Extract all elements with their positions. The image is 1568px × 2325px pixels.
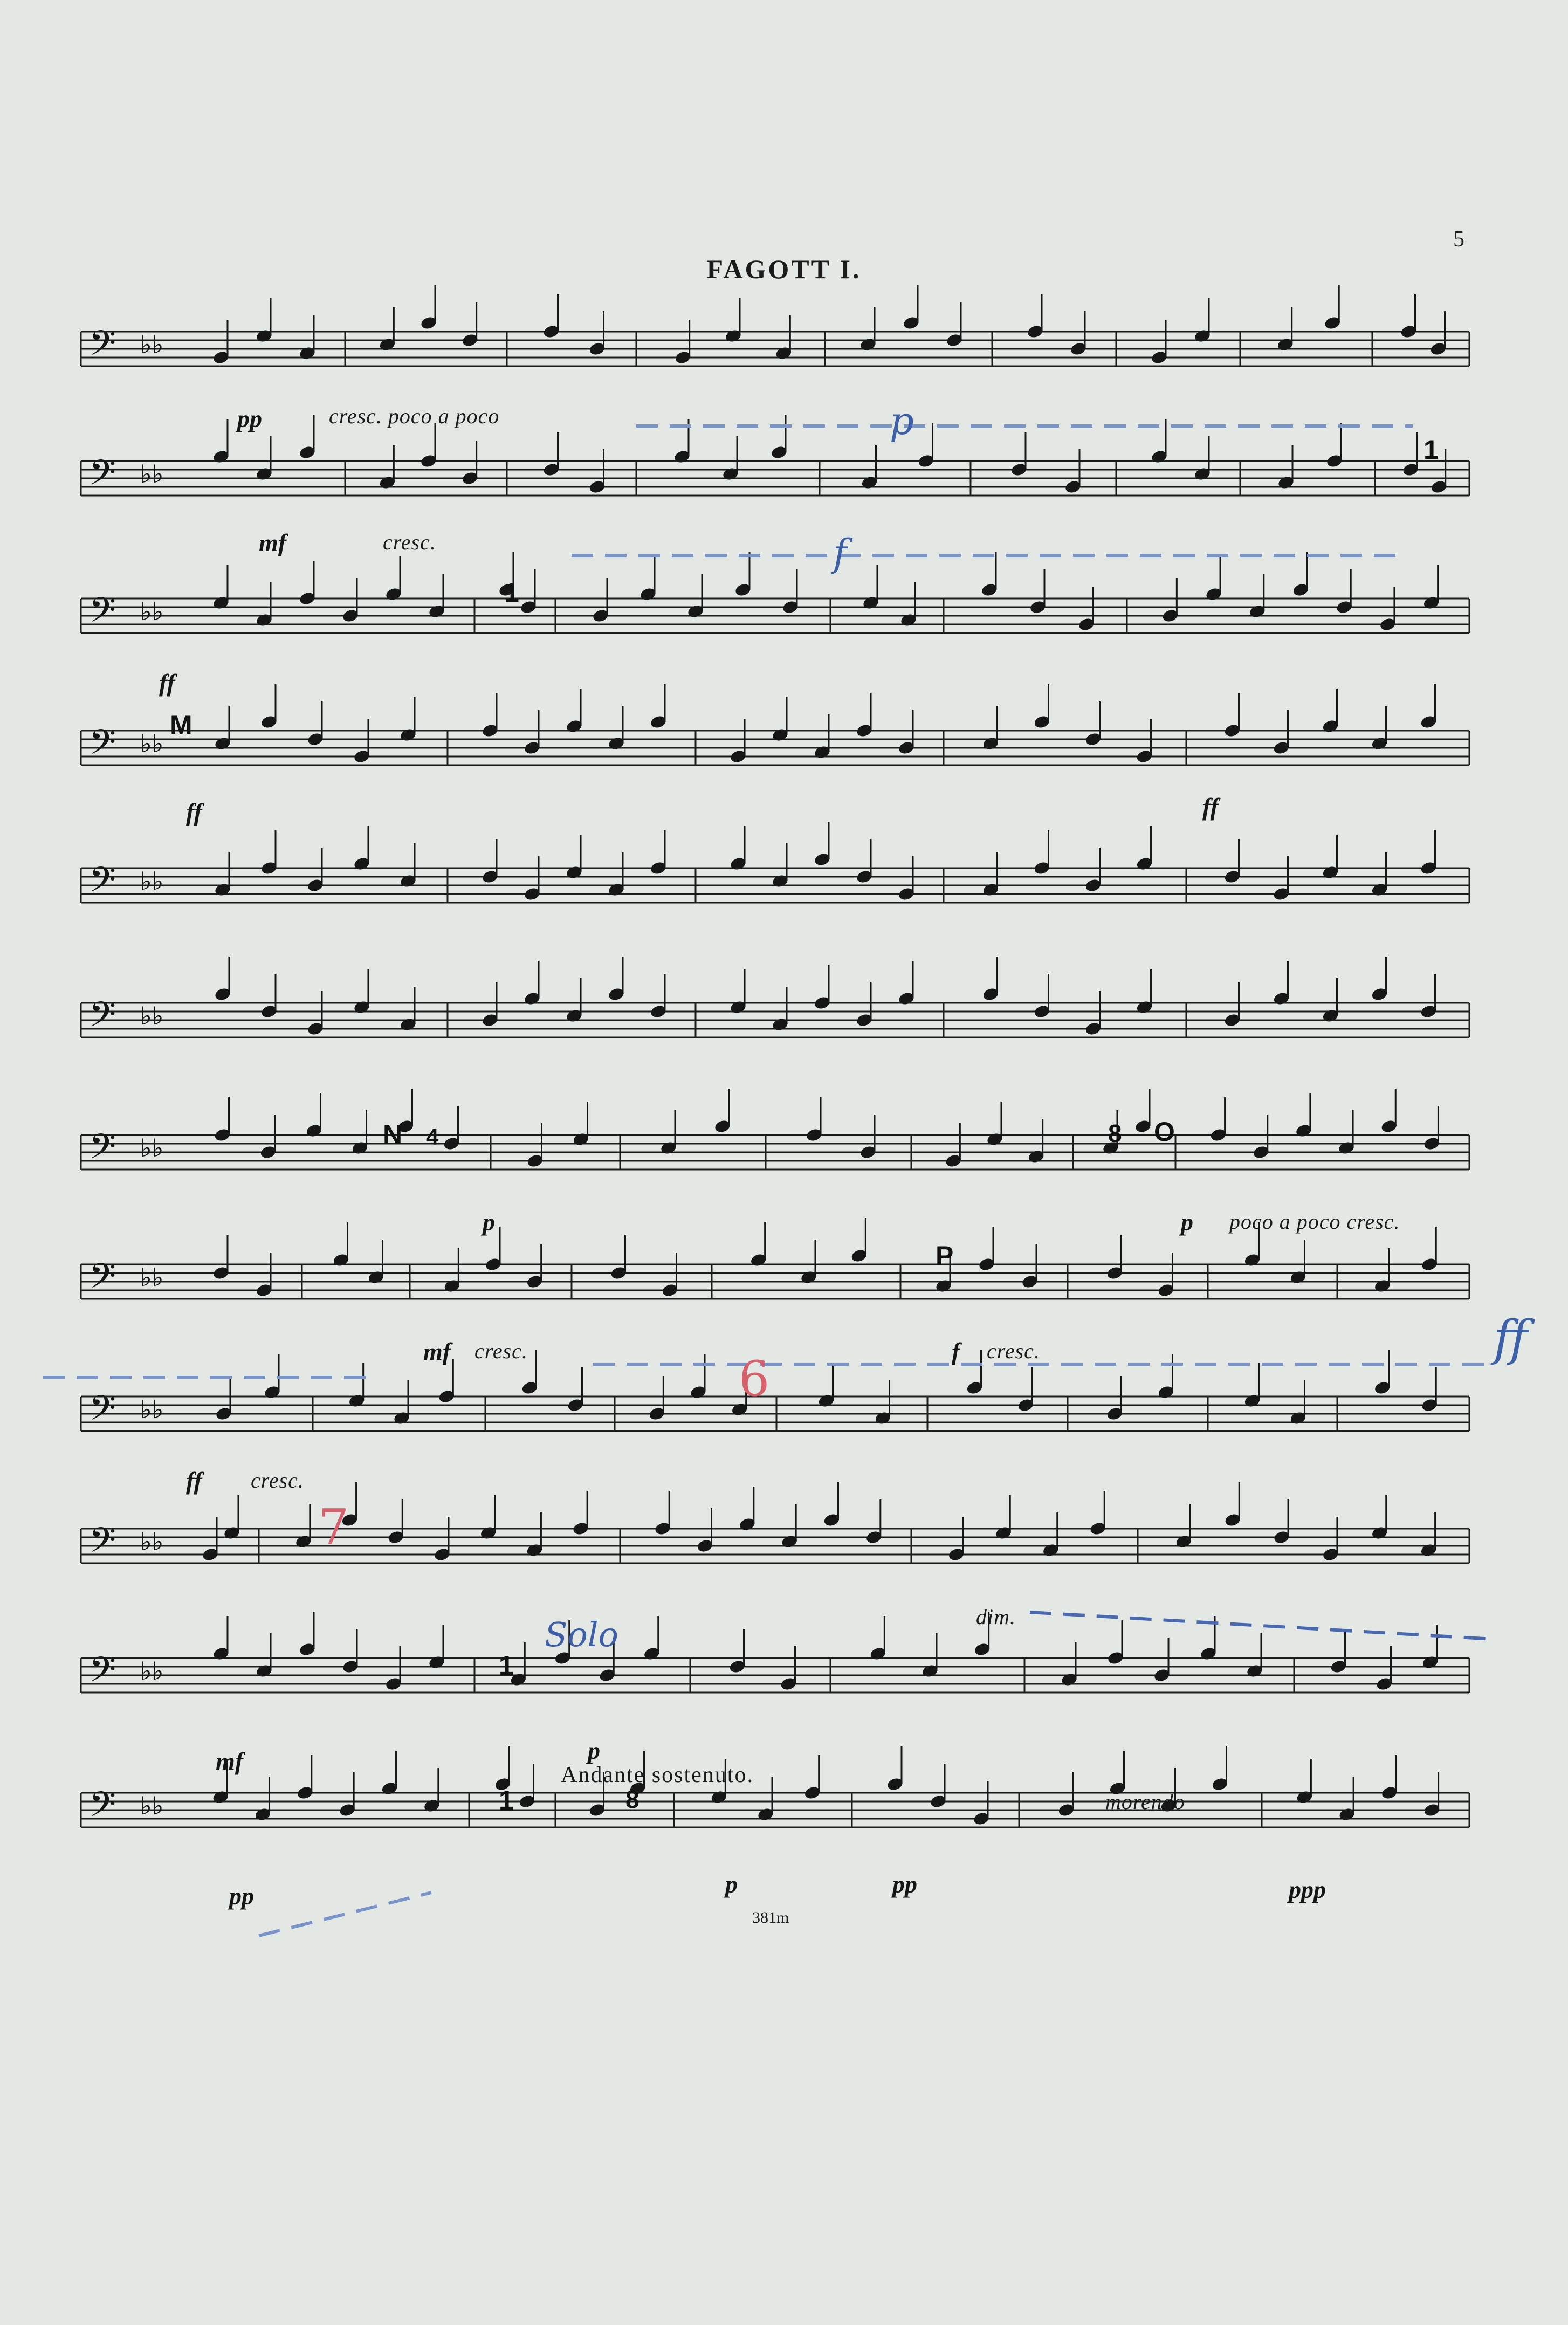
rehearsal-mark-n: N — [383, 1119, 403, 1150]
handwritten-6-red: 6 — [739, 1351, 770, 1407]
key-signature: ♭♭ — [140, 330, 164, 359]
handwritten-7-red: 7 — [318, 1499, 349, 1556]
dynamic-p-o: p — [1181, 1208, 1193, 1236]
rehearsal-mark-o: O — [1154, 1117, 1175, 1147]
expression-poco-a-poco-cresc: poco a poco cresc. — [1229, 1209, 1400, 1234]
expression-cresc-poco-a-poco: cresc. poco a poco — [329, 404, 500, 428]
bass-clef: 𝄢 — [89, 453, 116, 501]
expression-cresc-c: cresc. — [987, 1339, 1040, 1363]
dynamic-mf: mf — [259, 529, 287, 556]
key-signature: ♭♭ — [140, 1791, 164, 1820]
dynamic-ff-m: ff — [186, 799, 202, 826]
expression-morendo: morendo — [1105, 1790, 1185, 1814]
bass-clef: 𝄢 — [89, 1650, 116, 1698]
page-title: FAGOTT I. — [706, 254, 862, 284]
key-signature: ♭♭ — [140, 1133, 164, 1162]
dynamic-ff-m-b: ff — [1202, 793, 1219, 821]
expression-cresc-b: cresc. — [474, 1339, 528, 1363]
rest-count-4: 4 — [426, 1124, 439, 1150]
key-signature: ♭♭ — [140, 866, 164, 896]
bass-clef: 𝄢 — [89, 590, 116, 639]
rest-count-1-b: 1 — [504, 577, 519, 608]
rehearsal-mark-m: M — [170, 710, 192, 740]
key-signature: ♭♭ — [140, 1656, 164, 1686]
handwritten-ff-blue: ff — [1494, 1310, 1528, 1367]
rest-count-8: 8 — [1108, 1119, 1122, 1147]
key-signature: ♭♭ — [140, 1263, 164, 1292]
rest-count-1-c: 1 — [499, 1650, 514, 1681]
expression-dim: dim. — [976, 1605, 1016, 1629]
bass-clef: 𝄢 — [89, 324, 116, 372]
rest-count-1-d: 1 — [499, 1785, 514, 1815]
key-signature: ♭♭ — [140, 459, 164, 489]
key-signature: ♭♭ — [140, 1001, 164, 1030]
expression-cresc: cresc. — [383, 530, 436, 554]
handwritten-p-blue: p — [890, 399, 914, 443]
bass-clef: 𝄢 — [89, 860, 116, 909]
pencil-line — [259, 1893, 431, 1936]
bass-clef: 𝄢 — [89, 995, 116, 1043]
key-signature: ♭♭ — [140, 1527, 164, 1556]
dynamic-ff-c: ff — [186, 1467, 202, 1495]
dynamic-mf-c: mf — [216, 1748, 244, 1775]
expression-cresc-d: cresc. — [251, 1468, 304, 1492]
bass-clef: 𝄢 — [89, 1388, 116, 1437]
dynamic-pp: pp — [237, 405, 262, 432]
rest-count-8-b: 8 — [625, 1785, 639, 1813]
dynamic-p-andante: p — [725, 1870, 738, 1898]
bass-clef: 𝄢 — [89, 1127, 116, 1175]
dynamic-p-n: p — [483, 1208, 495, 1236]
page-number: 5 — [1453, 227, 1464, 252]
dynamic-pp-andante: pp — [892, 1870, 917, 1898]
tempo-marking: Andante sostenuto. — [561, 1763, 754, 1787]
dynamic-ppp: ppp — [1289, 1876, 1326, 1903]
dynamic-f-p: f — [952, 1338, 960, 1365]
rest-count-1: 1 — [1423, 435, 1439, 465]
handwritten-f-blue: f — [833, 531, 847, 575]
dynamic-mf-b: mf — [423, 1338, 451, 1365]
key-signature: ♭♭ — [140, 729, 164, 758]
dynamic-ff: ff — [159, 669, 175, 697]
rehearsal-mark-p: P — [936, 1241, 954, 1271]
bass-clef: 𝄢 — [89, 723, 116, 771]
dynamic-pp-b: pp — [229, 1882, 254, 1910]
handwritten-solo-blue: Solo — [545, 1615, 618, 1654]
dynamic-p-solo: p — [588, 1737, 600, 1764]
bass-clef: 𝄢 — [89, 1785, 116, 1833]
bass-clef: 𝄢 — [89, 1256, 116, 1305]
bass-clef: 𝄢 — [89, 1521, 116, 1569]
key-signature: ♭♭ — [140, 597, 164, 626]
plate-number: 381m — [752, 1909, 789, 1927]
key-signature: ♭♭ — [140, 1395, 164, 1424]
